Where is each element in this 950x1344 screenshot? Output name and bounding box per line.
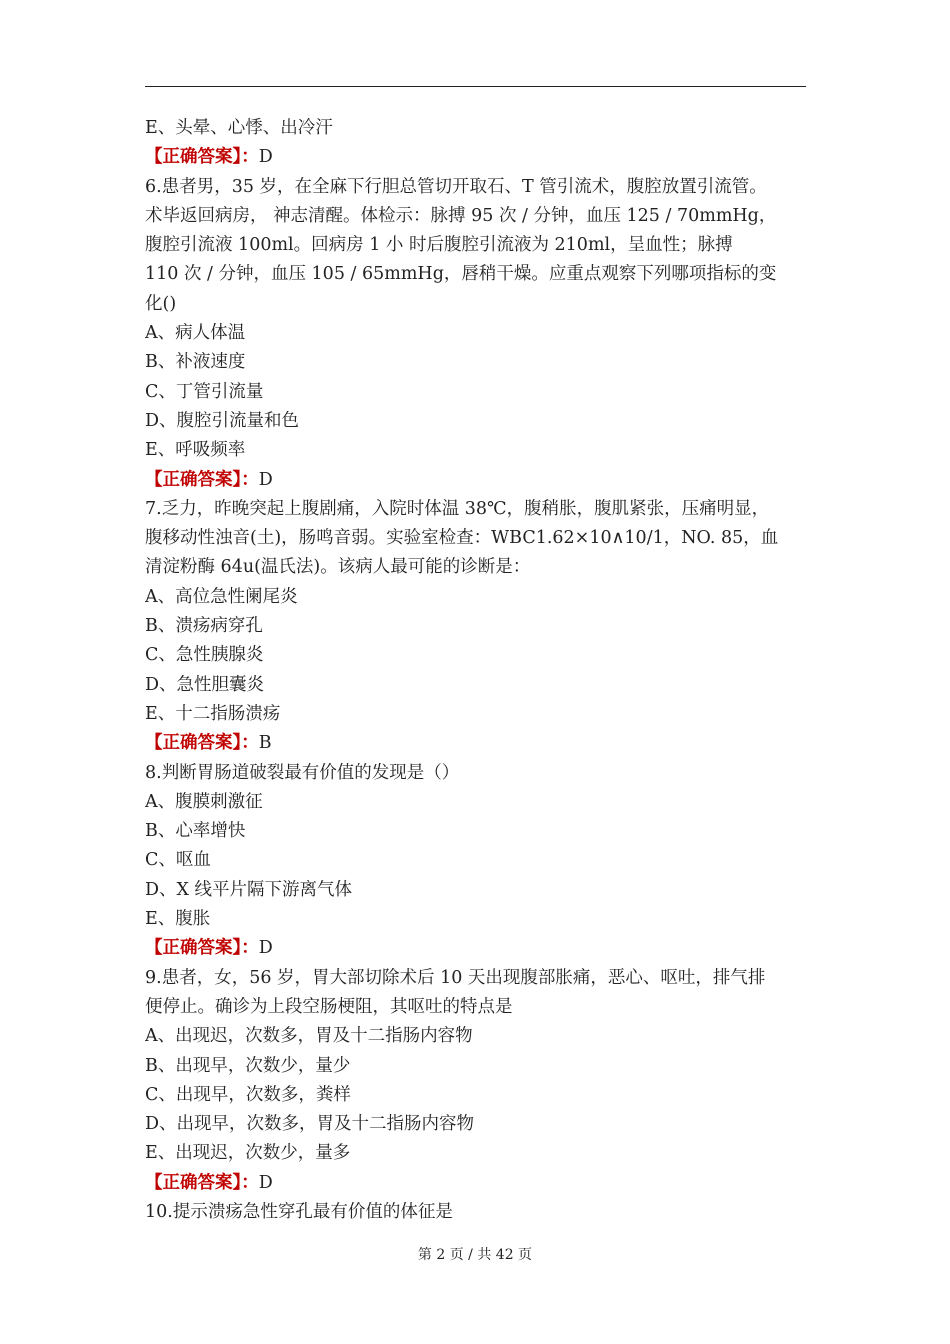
- document-body: [145, 114, 809, 1227]
- correct-answer-line: [145, 466, 809, 495]
- correct-answer-line: [145, 729, 809, 758]
- correct-answer-label: 【正确答案】：: [145, 733, 259, 754]
- correct-answer-line: [145, 934, 809, 963]
- text-line: D、X 线平片隔下游离气体: [145, 879, 353, 900]
- text-line: 6.患者男，35 岁，在全麻下行胆总管切开取石、T 管引流术，腹腔放置引流管。: [145, 176, 767, 197]
- text-line: A、出现迟，次数多，胃及十二指肠内容物: [145, 1026, 473, 1047]
- correct-answer-line: [145, 1169, 809, 1198]
- text-line: D、急性胆囊炎: [145, 674, 265, 695]
- text-line: C、呕血: [145, 850, 211, 871]
- text-line: B、心率增快: [145, 821, 246, 842]
- text-line: A、腹膜刺激征: [145, 791, 263, 812]
- text-line: 10.提示溃疡急性穿孔最有价值的体征是: [145, 1201, 453, 1222]
- header-rule: [145, 86, 806, 87]
- text-line: 清淀粉酶 64u(温氏法)。该病人最可能的诊断是：: [145, 557, 531, 578]
- correct-answer-line: [145, 143, 809, 172]
- correct-answer-label: 【正确答案】：: [145, 469, 259, 490]
- text-line: A、高位急性阑尾炎: [145, 586, 298, 607]
- text-line: A、病人体温: [145, 323, 246, 344]
- correct-answer-label: 【正确答案】：: [145, 1172, 259, 1193]
- text-line: E、呼吸频率: [145, 440, 246, 461]
- text-line: 9.患者，女，56 岁，胃大部切除术后 10 天出现腹部胀痛，恶心、呕吐，排气排: [145, 967, 766, 988]
- correct-answer-label: 【正确答案】：: [145, 147, 259, 168]
- text-line: E、出现迟，次数少，量多: [145, 1143, 351, 1164]
- text-line: 便停止。确诊为上段空肠梗阻，其呕吐的特点是: [145, 996, 513, 1017]
- text-line: 术毕返回病房， 神志清醒。体检示：脉搏 95 次 / 分钟，血压 125 / 70mmHg，: [145, 205, 777, 226]
- text-line: C、丁管引流量: [145, 381, 264, 402]
- correct-answer-value: D: [258, 469, 273, 490]
- text-line: 腹移动性浊音(土)，肠鸣音弱。实验室检查：WBC1.62×10∧10/1，NO. 85，血: [145, 528, 779, 549]
- text-line: 腹腔引流液 100ml。回病房 1 小 时后腹腔引流液为 210ml，呈血性；脉搏: [145, 235, 733, 256]
- text-line: 8.判断胃肠道破裂最有价值的发现是（）: [145, 762, 460, 783]
- correct-answer-value: B: [258, 733, 272, 754]
- text-line: 7.乏力，昨晚突起上腹剧痛，入院时体温 38℃，腹稍胀，腹肌紧张，压痛明显，: [145, 498, 770, 519]
- correct-answer-value: D: [258, 1172, 273, 1193]
- correct-answer-label: 【正确答案】：: [145, 938, 259, 959]
- text-line: 110 次 / 分钟，血压 105 / 65mmHg，唇稍干燥。应重点观察下列哪项指标的变: [145, 264, 777, 285]
- correct-answer-value: D: [258, 147, 273, 168]
- text-line: E、头晕、心悸、出冷汗: [145, 118, 333, 138]
- text-line: B、补液速度: [145, 352, 246, 373]
- text-line: B、出现早，次数少，量少: [145, 1055, 351, 1076]
- text-line: 化(): [145, 293, 177, 314]
- text-line: E、十二指肠溃疡: [145, 703, 281, 724]
- page-footer: 第 2 页 / 共 42 页: [417, 1247, 533, 1263]
- text-line: C、出现早，次数多，粪样: [145, 1084, 351, 1105]
- correct-answer-value: D: [258, 938, 273, 959]
- text-line: D、出现早，次数多，胃及十二指肠内容物: [145, 1114, 475, 1135]
- text-line: B、溃疡病穿孔: [145, 616, 263, 637]
- text-line: E、腹胀: [145, 909, 211, 930]
- text-line: C、急性胰腺炎: [145, 645, 264, 666]
- text-line: D、腹腔引流量和色: [145, 410, 300, 431]
